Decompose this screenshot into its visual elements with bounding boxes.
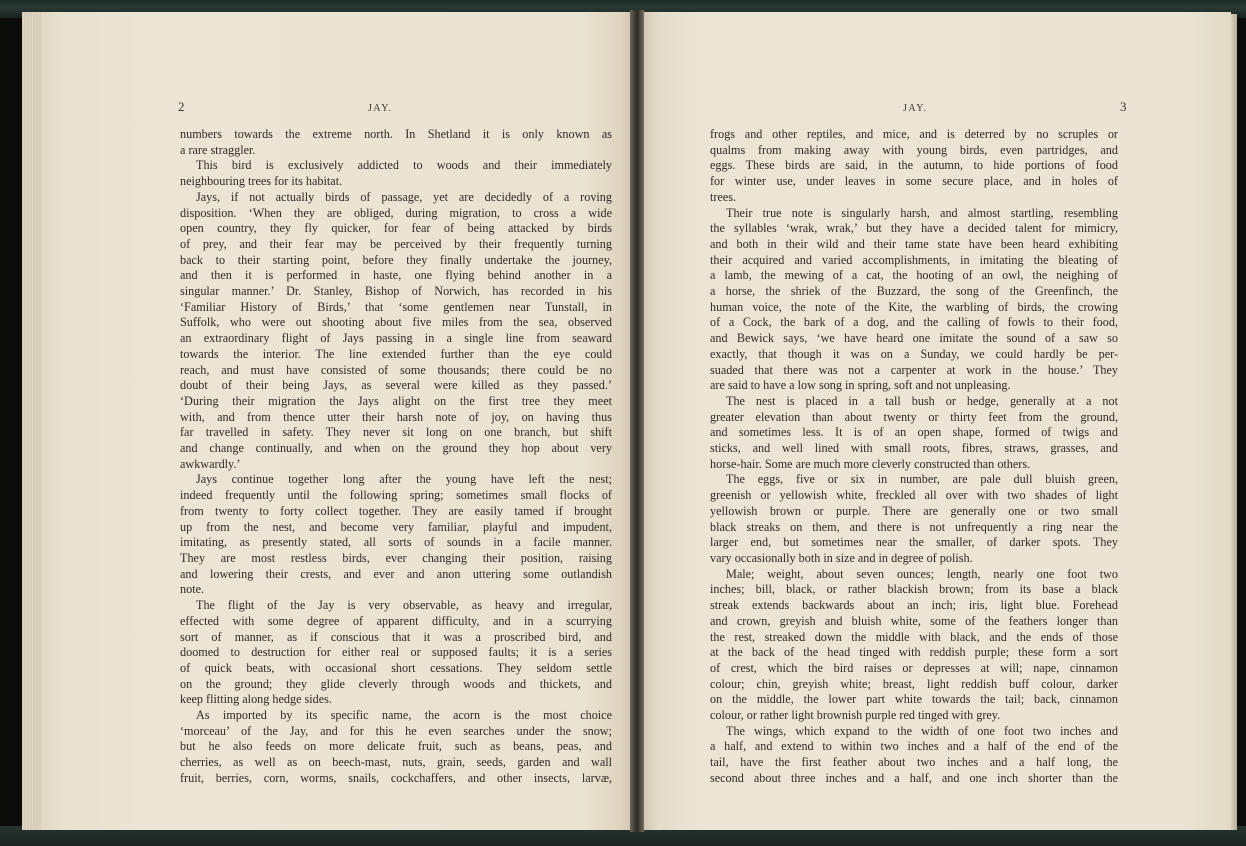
text-line: Their true note is singularly harsh, and almost startling, resembling — [726, 205, 1118, 220]
text-line: and then it is performed in haste, one flying behind another in a — [180, 268, 612, 283]
text-line: sort of manner, as if conscious that it was a proscribed bird, and — [180, 629, 612, 644]
text-line: of quick beats, with occasional short cessations. They seldom settle — [180, 660, 612, 675]
text-line: effected with some degree of apparent difficulty, and in a scurrying — [180, 613, 612, 628]
text-line: on the middle, the lower part white towards the tail; back, cinnamon — [710, 692, 1118, 707]
text-line: Male; weight, about seven ounces; length, nearly one foot two — [726, 566, 1118, 581]
text-line: ‘morceau’ of the Jay, and for this he even searches under the snow; — [180, 723, 612, 738]
text-line: disposition. ‘When they are obliged, during migration, to cross a wide — [180, 205, 612, 220]
text-line: The eggs, five or six in number, are pale dull bluish green, — [726, 472, 1118, 487]
text-line: on the ground; they glide cleverly through woods and thickets, and — [180, 676, 612, 691]
right-running-head: JAY. — [903, 103, 928, 114]
text-line: qualms from making away with young birds, even partridges, and — [710, 142, 1118, 157]
text-line: a horse, the shriek of the Buzzard, the song of the Greenfinch, the — [710, 284, 1118, 299]
text-line: and lowering their crests, and ever and anon uttering some outlandish — [180, 566, 612, 581]
text-line: frogs and other reptiles, and mice, and is deterred by no scruples or — [710, 127, 1118, 141]
text-line: second about three inches and a half, and one inch shorter than the — [710, 770, 1118, 785]
text-line: They are most restless birds, ever changing their position, raising — [180, 550, 612, 565]
text-line: The flight of the Jay is very observable, as heavy and irregular, — [196, 598, 612, 613]
text-line: vary occasionally both in size and in degree of polish. — [710, 550, 973, 565]
right-page-number: 3 — [1120, 99, 1127, 114]
text-line: a rare straggler. — [180, 142, 256, 157]
left-page-number: 2 — [178, 99, 185, 114]
text-line: Suffolk, who were out shooting about five miles from the sea, observed — [180, 315, 612, 330]
text-line: awkwardly.’ — [180, 456, 241, 471]
text-line: and Bewick says, ‘we have heard one imitate the sound of a saw so — [710, 331, 1118, 346]
text-line: are said to have a low song in spring, soft and not unpleasing. — [710, 378, 1011, 393]
text-line: greater elevation than about twenty or thirty feet from the ground, — [710, 409, 1118, 424]
text-line: an extraordinary flight of Jays passing in a single line from seaward — [180, 331, 612, 346]
text-line: human voice, the note of the Kite, the warbling of birds, the crowing — [710, 299, 1118, 314]
text-line: colour; chin, greyish white; breast, light reddish buff colour, darker — [710, 676, 1118, 691]
text-line: numbers towards the extreme north. In Shetland it is only known as — [180, 127, 612, 141]
text-line: of prey, and their fear may be perceived by their frequently turning — [180, 236, 612, 251]
text-line: Jays, if not actually birds of passage, yet are decidedly of a roving — [196, 189, 612, 204]
text-line: and change continually, and when on the ground they hop about very — [180, 441, 612, 456]
text-line: The nest is placed in a tall bush or hedge, generally at a not — [726, 393, 1118, 408]
text-line: but he also feeds on more delicate fruit, such as beans, peas, and — [180, 739, 612, 754]
text-line: eggs. These birds are said, in the autumn, to hide portions of food — [710, 158, 1118, 173]
text-line: sticks, and well lined with small roots, fibres, straws, grasses, and — [710, 441, 1118, 456]
left-page-text — [180, 127, 612, 787]
text-line: the rest, streaked down the middle with black, and the ends of those — [710, 629, 1118, 644]
text-line: As imported by its specific name, the acorn is the most choice — [196, 708, 612, 723]
text-line: black streaks on them, and there is not unfrequently a ring near the — [710, 519, 1118, 534]
text-line: reach, and must have consisted of some thousands; there could be no — [180, 362, 612, 377]
text-line: indeed frequently until the following spring; sometimes small flocks of — [180, 488, 612, 503]
text-line: The wings, which expand to the width of one foot two inches and — [726, 723, 1118, 738]
text-line: towards the interior. The line extended further than the eye could — [180, 346, 612, 361]
right-page-text — [710, 127, 1118, 787]
text-line: and sometimes less. It is of an open shape, formed of twigs and — [710, 425, 1118, 440]
text-line: doomed to destruction for either real or supposed faults; it is a series — [180, 645, 612, 660]
text-line: the syllables ‘wrak, wrak,’ but they have a decided talent for mimicry, — [710, 221, 1118, 236]
text-line: and both in their wild and their tame state have been heard exhibiting — [710, 236, 1118, 251]
text-line: trees. — [710, 189, 737, 204]
text-line: a half, and extend to within two inches and a half of the end of the — [710, 739, 1118, 754]
text-line: for winter use, under leaves in some secure place, and in holes of — [710, 174, 1118, 189]
text-line: streak extends backwards about an inch; iris, light blue. Forehead — [710, 598, 1118, 613]
text-line: neighbouring trees for its habitat. — [180, 174, 343, 189]
text-line: cherries, as well as on beech-mast, nuts, grain, seeds, garden and wall — [180, 755, 612, 770]
text-line: open country, they fly quicker, for fear of being attacked by birds — [180, 221, 612, 236]
text-line: imitating, as presently stated, all sorts of sounds in a facile manner. — [180, 535, 612, 550]
text-line: suaded that there was not a carpenter at work in the house.’ They — [710, 362, 1118, 377]
text-line: Jays continue together long after the young have left the nest; — [196, 472, 612, 487]
text-line: of a Cock, the bark of a dog, and the calling of fowls to their food, — [710, 315, 1118, 330]
text-line: from twenty to forty collect together. They are easily tamed if brought — [180, 503, 612, 518]
text-line: ‘Familiar History of Birds,’ that ‘some gentlemen near Tunstall, in — [180, 299, 612, 314]
text-line: doubt of their being Jays, as several were killed as they passed.’ — [180, 378, 612, 393]
text-line: with, and from thence utter their harsh note of joy, on having thus — [180, 409, 612, 424]
text-line: yellowish brown or purple. There are generally one or two small — [710, 503, 1118, 518]
text-line: keep flitting along hedge sides. — [180, 692, 332, 707]
text-line: ‘During their migration the Jays alight on the first tree they meet — [180, 393, 612, 408]
text-line: of crest, which the bird raises or depresses at will; nape, cinnamon — [710, 660, 1118, 675]
text-line: horse-hair. Some are much more cleverly constructed than others. — [710, 456, 1031, 471]
left-running-head: JAY. — [368, 103, 393, 114]
text-line: tail, have the first feather about two inches and a half long, the — [710, 755, 1118, 770]
text-line: exactly, that though it was on a Sunday, we could hardly be per- — [710, 346, 1118, 361]
right-page-edges — [1231, 14, 1237, 830]
text-line: singular manner.’ Dr. Stanley, Bishop of Norwich, has recorded in his — [180, 284, 612, 299]
text-line: a lamb, the mewing of a cat, the hooting of an owl, the neighing of — [710, 268, 1118, 283]
text-line: fruit, berries, corn, worms, snails, cockchaffers, and other insects, larvæ, — [180, 770, 612, 785]
text-line: up from the nest, and become very familiar, playful and impudent, — [180, 519, 612, 534]
text-line: their acquired and varied accomplishments, in imitating the bleating of — [710, 252, 1118, 267]
book-gutter — [630, 10, 644, 832]
text-line: far travelled in safety. They never sit long on one branch, but shift — [180, 425, 612, 440]
text-line: back to their starting point, before they finally undertake the journey, — [180, 252, 612, 267]
text-line: and crown, greyish and bluish white, some of the feathers longer than — [710, 613, 1118, 628]
text-line: This bird is exclusively addicted to woods and their immediately — [196, 158, 612, 173]
text-line: colour, or rather light brownish purple red tinged with grey. — [710, 708, 1001, 723]
text-line: note. — [180, 582, 205, 597]
text-line: inches; bill, black, or rather blackish brown; from its base a black — [710, 582, 1118, 597]
text-line: at the back of the head tinged with reddish purple; these form a sort — [710, 645, 1118, 660]
left-page-edges — [22, 12, 42, 830]
text-line: larger end, but sometimes near the smaller, of darker spots. They — [710, 535, 1118, 550]
text-line: greenish or yellowish white, freckled all over with two shades of light — [710, 488, 1118, 503]
